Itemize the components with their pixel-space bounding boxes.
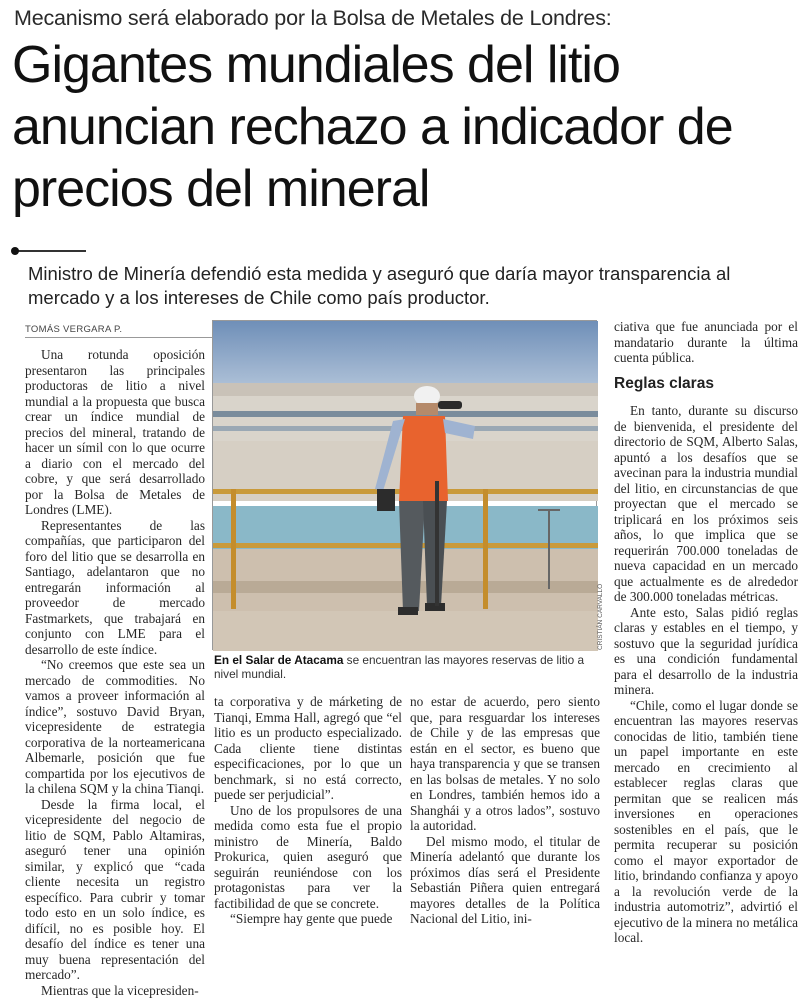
paragraph: “No creemos que este sea un mercado de commodities. No vamos a proveer información al índice”, sostuvo David Bryan, vicepresidente de estrategia corporativa de la norteamericana Albemarle, posición que fue compartida por los ejecutivos de la chilena SQM y la china Tianqi. <box>25 657 205 797</box>
article-subhead: Ministro de Minería defendió esta medida y aseguró que daría mayor transparencia al mercado y a los intereses de Chile como país productor. <box>28 262 798 310</box>
paragraph: Del mismo modo, el titular de Minería adelantó que durante los próximos días será el Presidente Sebastián Piñera quien entregará mayores detalles de la Política Nacional del Litio, ini- <box>410 834 600 927</box>
text-column-1 <box>25 347 205 998</box>
paragraph: Desde la firma local, el vicepresidente del negocio de litio de SQM, Pablo Altamiras, aseguró tener una opinión similar, y explicó que “cada cliente necesita un registro específico. Para cubrir y tomar todo esto en un solo índice, es difícil, no es posible hoy. El desafío del índice es tener una muy buena representación del mercado”. <box>25 797 205 983</box>
caption-text: se encuentran las mayores reservas de litio a nivel mundial. <box>214 653 584 681</box>
caption-location: En el Salar de Atacama <box>214 653 343 667</box>
headline-rule <box>14 250 86 252</box>
photo-credit: CRISTIÁN CARVALLO <box>597 580 609 650</box>
paragraph: En tanto, durante su discurso de bienvenida, el presidente del directorio de SQM, Alberto Salas, apuntó a los desafíos que se avecinan para la industria mundial del litio, en circunstancias de que proyectan que el mercado se triplicará en los próximos seis años, lo que implica que se requerirán 700.000 toneladas de nueva capacidad en un mercado que actualmente es de alrededor de 300.000 toneladas métricas. <box>614 403 798 605</box>
paragraph: Ante esto, Salas pidió reglas claras y estables en el tiempo, y sostuvo que la seguridad jurídica es una condición fundamental para el desarrollo de la industria minera. <box>614 605 798 698</box>
paragraph: ta corporativa y de márketing de Tianqi, Emma Hall, agregó que “el litio es un producto especializado. Cada cliente tiene distintas especificaciones, por lo que un benchmark, si no está correcto, puede ser perjudicial”. <box>214 694 402 803</box>
paragraph: Representantes de las compañías, que participaron del foro del litio que se desarrolla en Santiago, adelantaron que no entregarán información al proveedor de mercado Fastmarkets, que trabajará en conjunto con LME para el desarrollo de este índice. <box>25 518 205 658</box>
text-column-2 <box>214 694 402 927</box>
paragraph: Uno de los propulsores de una medida como esta fue el propio ministro de Minería, Baldo Prokurica, quien aseguró que seguirán reuniéndose con los protagonistas para ver la factibilidad de que se concrete. <box>214 803 402 912</box>
paragraph: “Siempre hay gente que puede <box>214 911 402 927</box>
paragraph: Una rotunda oposición presentaron las principales productoras de litio a nivel mundial a la propuesta que busca crear un índice mundial de precios del mineral, tratando de hacer un símil con lo que ocurre a diario con el mercado del cobre, y que será desarrollado por la Bolsa de Metales de Londres (LME). <box>25 347 205 518</box>
paragraph: Mientras que la vicepresiden- <box>25 983 205 998</box>
paragraph: ciativa que fue anunciada por el mandatario durante la última cuenta pública. <box>614 319 798 366</box>
text-column-3 <box>410 694 600 927</box>
salar-photo <box>212 320 597 650</box>
article-kicker: Mecanismo será elaborado por la Bolsa de Metales de Londres: <box>14 6 804 31</box>
paragraph: no estar de acuerdo, pero siento que, para resguardar los intereses de Chile y de las empresas que están en el sector, es bueno que haya transparencia y que se transen en las bolsas de metales. Y no solo en Londres, también hemos ido a Shanghái y a otros lados”, sostuvo la autoridad. <box>410 694 600 834</box>
article-byline: TOMÁS VERGARA P. <box>25 324 215 338</box>
photo-caption <box>214 653 604 681</box>
article-headline: Gigantes mundiales del litio anuncian rechazo a indicador de precios del mineral <box>12 34 802 220</box>
bullet-dot-icon <box>11 247 19 255</box>
paragraph: “Chile, como el lugar donde se encuentran las mayores reservas conocidas de litio, también tiene un papel importante en este mercado en crecimiento al establecer reglas claras que permitan que se realicen más inversiones en operaciones sostenibles en el país, que le permita recuperar su posición como el mayor exportador de litio, brindando confianza y apoyo a la revolución verde de la industria automotriz”, advirtió el ejecutivo de la minera no metálica local. <box>614 698 798 946</box>
section-heading: Reglas claras <box>614 376 798 392</box>
text-column-4 <box>614 319 798 946</box>
